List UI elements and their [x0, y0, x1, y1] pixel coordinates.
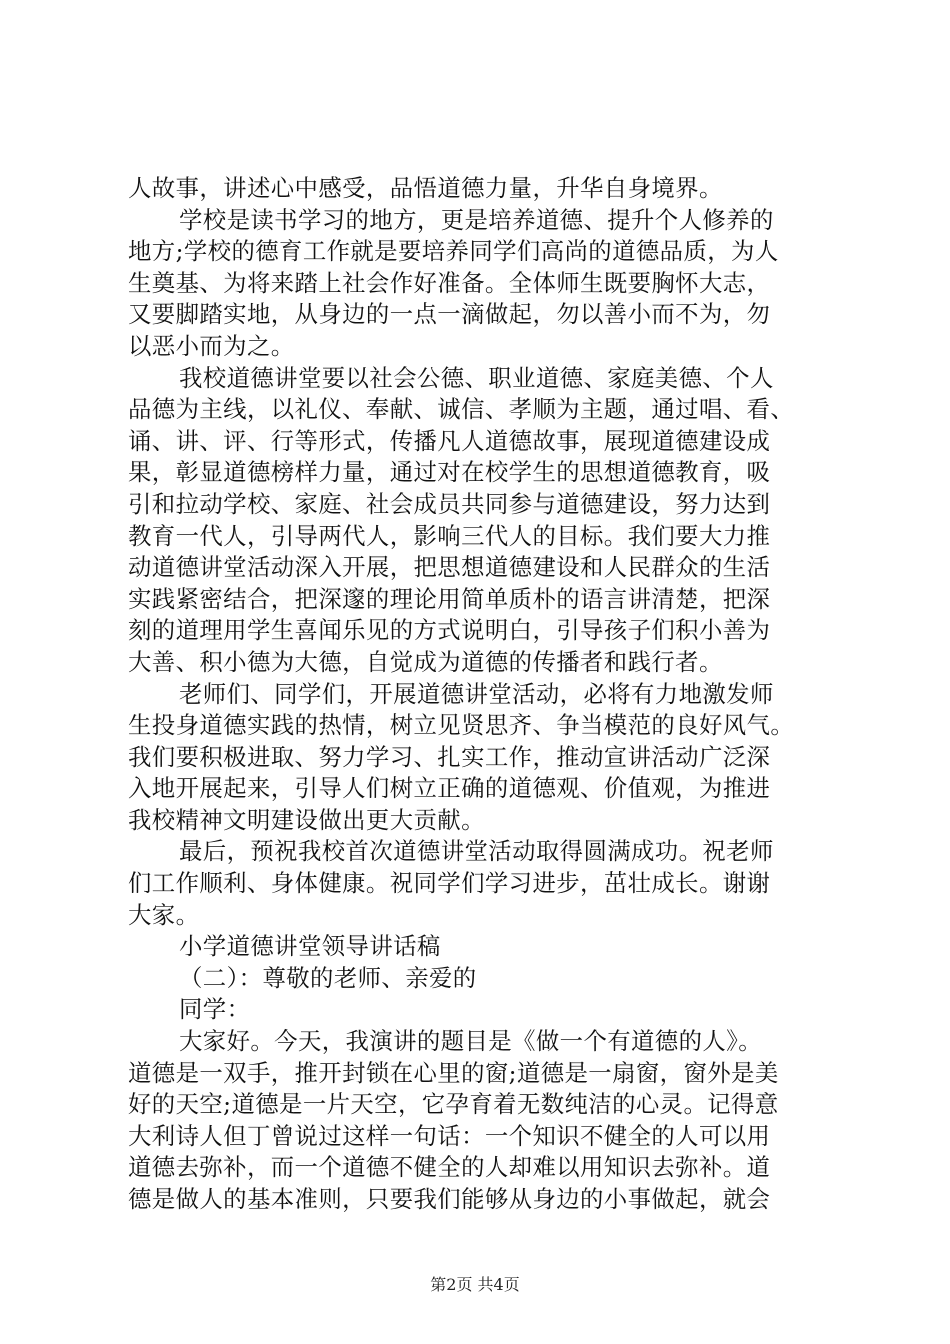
- text-line: 人故事，讲述心中感受，品悟道德力量，升华自身境界。: [128, 174, 723, 202]
- text-line: 大利诗人但丁曾说过这样一句话：一个知识不健全的人可以用: [128, 1121, 771, 1150]
- text-line: 以恶小而为之。: [128, 331, 295, 360]
- text-line: 老师们、同学们，开展道德讲堂活动，必将有力地激发师: [179, 679, 774, 708]
- text-line: 教育一代人，引导两代人，影响三代人的目标。我们要大力推: [128, 521, 771, 550]
- text-line: 地方;学校的德育工作就是要培养同学们高尚的道德品质，为人: [128, 237, 779, 266]
- text-line: 最后，预祝我校首次道德讲堂活动取得圆满成功。祝老师: [179, 837, 774, 866]
- text-line: 动道德讲堂活动深入开展，把思想道德建设和人民群众的生活: [128, 553, 771, 582]
- text-line: 又要脚踏实地，从身边的一点一滴做起，勿以善小而不为，勿: [128, 300, 771, 329]
- page-footer: 第2页 共4页: [430, 1275, 520, 1294]
- text-line: 大家好。今天，我演讲的题目是《做一个有道德的人》。: [179, 1027, 763, 1056]
- text-line: 生投身道德实践的热情，树立见贤思齐、争当模范的良好风气。: [128, 711, 795, 740]
- text-line: 道德是一双手，推开封锁在心里的窗;道德是一扇窗，窗外是美: [128, 1058, 779, 1087]
- text-line: 引和拉动学校、家庭、社会成员共同参与道德建设，努力达到: [128, 489, 771, 518]
- text-line: 道德去弥补，而一个道德不健全的人却难以用知识去弥补。道: [128, 1153, 771, 1182]
- text-line: 大家。: [128, 900, 200, 929]
- text-line: 我校精神文明建设做出更大贡献。: [128, 805, 485, 834]
- text-line: 实践紧密结合，把深邃的理论用简单质朴的语言讲清楚，把深: [128, 584, 771, 613]
- text-line: 诵、讲、评、行等形式，传播凡人道德故事，展现道德建设成: [128, 426, 771, 455]
- text-line: 我校道德讲堂要以社会公德、职业道德、家庭美德、个人: [179, 363, 774, 392]
- text-line: 同学：: [179, 995, 251, 1024]
- text-line: 小学道德讲堂领导讲话稿: [179, 932, 441, 961]
- text-line: 入地开展起来，引导人们树立正确的道德观、价值观，为推进: [128, 774, 771, 803]
- text-line: 刻的道理用学生喜闻乐见的方式说明白，引导孩子们积小善为: [128, 616, 771, 645]
- text-line: 生奠基、为将来踏上社会作好准备。全体师生既要胸怀大志，: [128, 268, 771, 297]
- text-line: 果，彰显道德榜样力量，通过对在校学生的思想道德教育，吸: [128, 458, 771, 487]
- text-line: 大善、积小德为大德，自觉成为道德的传播者和践行者。: [128, 647, 723, 676]
- text-line: 学校是读书学习的地方，更是培养道德、提升个人修养的: [179, 205, 774, 234]
- text-line: 德是做人的基本准则，只要我们能够从身边的小事做起，就会: [128, 1185, 771, 1213]
- text-line: 好的天空;道德是一片天空，它孕育着无数纯洁的心灵。记得意: [128, 1090, 779, 1119]
- document-body: [128, 173, 838, 1216]
- text-line: 品德为主线，以礼仪、奉献、诚信、孝顺为主题，通过唱、看、: [128, 395, 795, 424]
- text-line: 我们要积极进取、努力学习、扎实工作，推动宣讲活动广泛深: [128, 742, 771, 771]
- text-line: 们工作顺利、身体健康。祝同学们学习进步，茁壮成长。谢谢: [128, 869, 771, 898]
- text-line: （二）：尊敬的老师、亲爱的: [179, 963, 477, 992]
